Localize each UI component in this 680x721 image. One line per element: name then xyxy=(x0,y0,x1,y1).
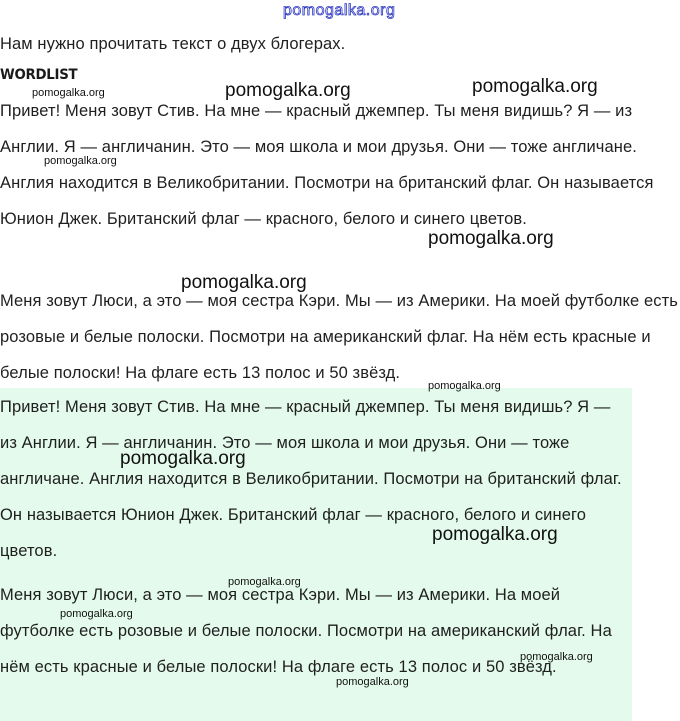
watermark: pomogalka.org xyxy=(336,676,409,688)
highlighted-paragraph-steve: Привет! Меня зовут Стив. На мне — красный джемпер. Ты меня видишь? Я — из Англии. Я — англичанин. Это — моя школа и мои друзья. Они — тоже англичане. Англия находится в Великобритании. Посмотри на британский флаг. Он называется Юнион Джек. Британский флаг — красного, белого и синего цветов. xyxy=(0,398,622,560)
wordlist-label[interactable]: WORDLIST xyxy=(0,67,78,83)
watermark: pomogalka.org xyxy=(120,448,246,469)
watermark: pomogalka.org xyxy=(432,524,558,545)
intro-text: Нам нужно прочитать текст о двух блогерах. xyxy=(0,35,346,53)
watermark: pomogalka.org xyxy=(225,80,351,101)
watermark: pomogalka.org xyxy=(428,380,501,392)
watermark: pomogalka.org xyxy=(228,576,301,588)
watermark: pomogalka.org xyxy=(44,155,117,167)
text-paragraph-steve: Привет! Меня зовут Стив. На мне — красный джемпер. Ты меня видишь? Я — из Англии. Я — англичанин. Это — моя школа и мои друзья. Они — тоже англичане. Англия находится в Великобритании. Посмотри на британский флаг. Он называется Юнион Джек. Британский флаг — красного, белого и синего цветов. xyxy=(0,102,654,228)
watermark: pomogalka.org xyxy=(428,228,554,249)
watermark: pomogalka.org xyxy=(520,651,593,663)
watermark: pomogalka.org xyxy=(32,87,105,99)
watermark: pomogalka.org xyxy=(181,272,307,293)
header-watermark: pomogalka.org xyxy=(283,2,396,19)
text-paragraph-lucy: Меня зовут Люси, а это — моя сестра Кэри. Мы — из Америки. На моей футболке есть розовые и белые полоски. Посмотри на американский флаг. На нём есть красные и белые полоски! На флаге есть 13 полос и 50 звёзд. xyxy=(0,292,678,382)
watermark: pomogalka.org xyxy=(472,76,598,97)
highlighted-paragraph-lucy: Меня зовут Люси, а это — моя сестра Кэри. Мы — из Америки. На моей футболке есть розовые и белые полоски. Посмотри на американский флаг. На нём есть красные и белые полоски! На флаге есть 13 полос и 50 звёзд. xyxy=(0,586,612,676)
watermark: pomogalka.org xyxy=(60,608,133,620)
